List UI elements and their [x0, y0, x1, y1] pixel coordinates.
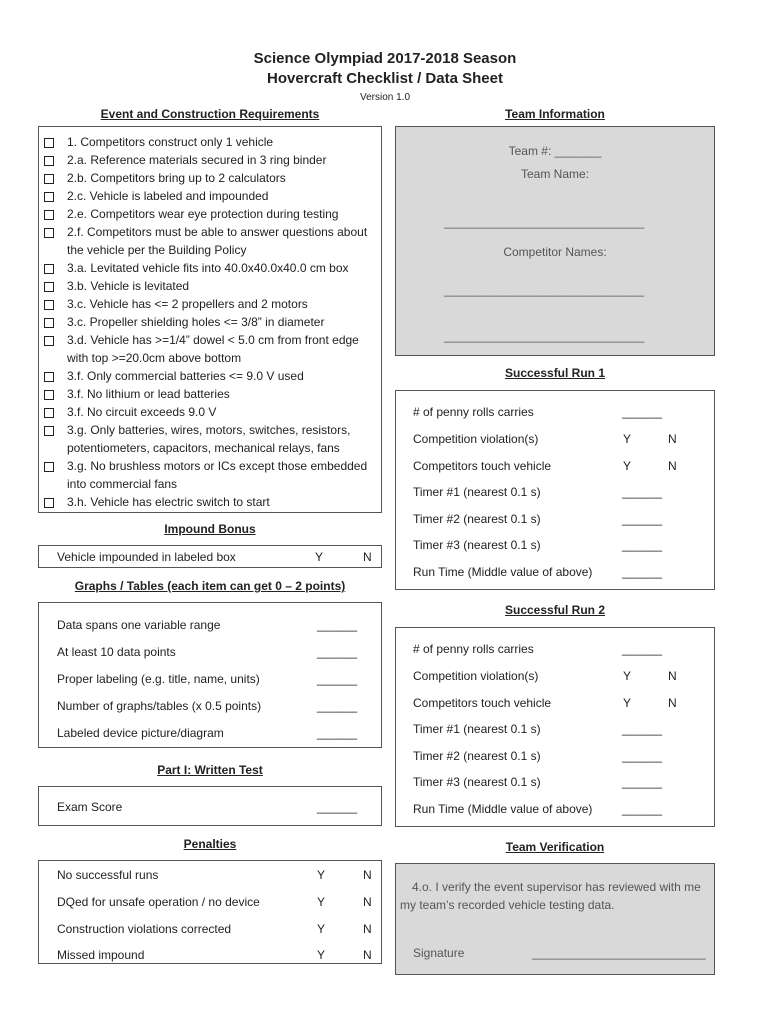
penalty-no-runs-yes[interactable]: Y: [317, 868, 326, 882]
run1-violation-yes[interactable]: Y: [623, 432, 632, 446]
run2-timer1-field[interactable]: ______: [622, 722, 663, 736]
checkbox-3c-propellers[interactable]: [44, 300, 54, 310]
team-name-line[interactable]: ______________________________: [444, 215, 645, 229]
run1-timer1-field[interactable]: ______: [622, 485, 663, 499]
run1-touch-label: Competitors touch vehicle: [413, 459, 552, 473]
run1-timer3-field[interactable]: ______: [622, 538, 663, 552]
requirement-2e: 2.e. Competitors wear eye protection during testing: [67, 207, 339, 221]
run2-timer1-label: Timer #1 (nearest 0.1 s): [413, 722, 541, 736]
checkbox-3b[interactable]: [44, 282, 54, 292]
requirement-3c-shielding: 3.c. Propeller shielding holes <= 3/8” in diameter: [67, 315, 325, 329]
run2-timer2-label: Timer #2 (nearest 0.1 s): [413, 749, 541, 763]
run1-violation-label: Competition violation(s): [413, 432, 539, 446]
checkbox-2e[interactable]: [44, 210, 54, 220]
graphs-item-labeling: Proper labeling (e.g. title, name, units): [57, 672, 260, 686]
checkbox-2b[interactable]: [44, 174, 54, 184]
requirements-heading: Event and Construction Requirements: [100, 107, 320, 121]
checkbox-3f-commercial[interactable]: [44, 372, 54, 382]
checkbox-1[interactable]: [44, 138, 54, 148]
run1-touch-yes[interactable]: Y: [623, 459, 632, 473]
penalty-impound-no[interactable]: N: [363, 948, 372, 962]
penalty-dq-no[interactable]: N: [363, 895, 372, 909]
version-label: Version 1.0: [359, 92, 411, 103]
requirement-3g-brushless: 3.g. No brushless motors or ICs except those embedded into commercial fans: [67, 459, 368, 491]
impound-no[interactable]: N: [363, 550, 372, 564]
checkbox-2c[interactable]: [44, 192, 54, 202]
penalty-construction-yes[interactable]: Y: [317, 922, 326, 936]
graphs-item-diagram: Labeled device picture/diagram: [57, 726, 224, 740]
run1-timer2-field[interactable]: ______: [622, 512, 663, 526]
penalty-impound-yes[interactable]: Y: [317, 948, 326, 962]
run2-touch-yes[interactable]: Y: [623, 696, 632, 710]
requirement-3h: 3.h. Vehicle has electric switch to start: [67, 495, 270, 509]
run1-penny-label: # of penny rolls carries: [413, 405, 534, 419]
requirement-3g-components: 3.g. Only batteries, wires, motors, switches, resistors, potentiometers, capacitors, mechanical relays, fans: [67, 423, 351, 455]
competitor-line-2[interactable]: ______________________________: [444, 329, 645, 343]
run1-runtime-field[interactable]: ______: [622, 565, 663, 579]
requirement-3f-commercial: 3.f. Only commercial batteries <= 9.0 V used: [67, 369, 304, 383]
graphs-item-range: Data spans one variable range: [57, 618, 221, 632]
exam-score-label: Exam Score: [57, 800, 123, 814]
checkbox-3c-shielding[interactable]: [44, 318, 54, 328]
signature-label: Signature: [413, 946, 465, 960]
run2-runtime-field[interactable]: ______: [622, 802, 663, 816]
run1-runtime-label: Run Time (Middle value of above): [413, 565, 593, 579]
checkbox-3d[interactable]: [44, 336, 54, 346]
checkbox-3a[interactable]: [44, 264, 54, 274]
run2-penny-label: # of penny rolls carries: [413, 642, 534, 656]
requirement-3a: 3.a. Levitated vehicle fits into 40.0x40.0x40.0 cm box: [67, 261, 349, 275]
competitor-line-1[interactable]: ______________________________: [444, 283, 645, 297]
run1-touch-no[interactable]: N: [668, 459, 677, 473]
run1-penny-field[interactable]: ______: [622, 405, 663, 419]
penalty-no-runs-no[interactable]: N: [363, 868, 372, 882]
graphs-item-points: At least 10 data points: [57, 645, 176, 659]
run2-touch-no[interactable]: N: [668, 696, 677, 710]
run1-timer2-label: Timer #2 (nearest 0.1 s): [413, 512, 541, 526]
run2-violation-yes[interactable]: Y: [623, 669, 632, 683]
team-name-label: Team Name:: [520, 167, 590, 181]
run2-box: [395, 627, 715, 827]
requirement-2f: 2.f. Competitors must be able to answer questions about the vehicle per the Building Policy: [67, 225, 368, 257]
run1-box: [395, 390, 715, 590]
checkbox-3g-brushless[interactable]: [44, 462, 54, 472]
graphs-points-score[interactable]: ______: [317, 645, 358, 659]
run2-timer3-field[interactable]: ______: [622, 775, 663, 789]
exam-score-field[interactable]: ______: [317, 800, 358, 814]
penalty-dq: DQed for unsafe operation / no device: [57, 895, 260, 909]
page-title: Science Olympiad 2017-2018 Season: [253, 50, 517, 67]
team-info-box: [395, 126, 715, 356]
graphs-labeling-score[interactable]: ______: [317, 672, 358, 686]
checkbox-3h[interactable]: [44, 498, 54, 508]
penalties-box: [38, 860, 382, 964]
verification-box: [395, 863, 715, 975]
impound-label: Vehicle impounded in labeled box: [57, 550, 236, 564]
impound-yes[interactable]: Y: [315, 550, 324, 564]
verification-statement: 4.o. I verify the event supervisor has reviewed with me my team’s recorded vehicle testing data.: [400, 880, 701, 912]
checkbox-3f-lithium[interactable]: [44, 390, 54, 400]
run2-timer2-field[interactable]: ______: [622, 749, 663, 763]
written-heading: Part I: Written Test: [157, 763, 263, 777]
checkbox-2f[interactable]: [44, 228, 54, 238]
team-number-field[interactable]: Team #: _______: [508, 144, 602, 158]
requirement-1: 1. Competitors construct only 1 vehicle: [67, 135, 274, 149]
requirement-2b: 2.b. Competitors bring up to 2 calculators: [67, 171, 286, 185]
requirement-3c-propellers: 3.c. Vehicle has <= 2 propellers and 2 motors: [67, 297, 308, 311]
impound-box: [38, 545, 382, 568]
requirements-box: [38, 126, 382, 513]
penalty-construction-no[interactable]: N: [363, 922, 372, 936]
page-subtitle: Hovercraft Checklist / Data Sheet: [267, 70, 503, 87]
requirement-3d: 3.d. Vehicle has >=1/4” dowel < 5.0 cm from front edge with top >=20.0cm above bottom: [67, 333, 359, 365]
graphs-range-score[interactable]: ______: [317, 618, 358, 632]
graphs-item-number: Number of graphs/tables (x 0.5 points): [57, 699, 262, 713]
run1-heading: Successful Run 1: [504, 366, 606, 380]
run1-violation-no[interactable]: N: [668, 432, 677, 446]
run2-timer3-label: Timer #3 (nearest 0.1 s): [413, 775, 541, 789]
written-box: [38, 786, 382, 826]
requirement-2c: 2.c. Vehicle is labeled and impounded: [67, 189, 269, 203]
verification-heading: Team Verification: [505, 840, 605, 854]
competitor-names-label: Competitor Names:: [503, 245, 607, 259]
penalties-heading: Penalties: [183, 837, 237, 851]
team-info-heading: Team Information: [505, 107, 605, 121]
run2-touch-label: Competitors touch vehicle: [413, 696, 552, 710]
run2-violation-no[interactable]: N: [668, 669, 677, 683]
checkbox-3g-components[interactable]: [44, 426, 54, 436]
requirement-3f-circuit: 3.f. No circuit exceeds 9.0 V: [67, 405, 217, 419]
graphs-heading: Graphs / Tables (each item can get 0 – 2 points): [74, 579, 346, 593]
requirement-3f-lithium: 3.f. No lithium or lead batteries: [67, 387, 230, 401]
penalty-impound: Missed impound: [57, 948, 145, 962]
run1-timer1-label: Timer #1 (nearest 0.1 s): [413, 485, 541, 499]
graphs-box: [38, 602, 382, 748]
run2-penny-field[interactable]: ______: [622, 642, 663, 656]
checkbox-3f-circuit[interactable]: [44, 408, 54, 418]
run2-heading: Successful Run 2: [504, 603, 606, 617]
requirement-2a: 2.a. Reference materials secured in 3 ring binder: [67, 153, 327, 167]
graphs-diagram-score[interactable]: ______: [317, 726, 358, 740]
graphs-number-score[interactable]: ______: [317, 699, 358, 713]
penalty-no-runs: No successful runs: [57, 868, 159, 882]
run2-runtime-label: Run Time (Middle value of above): [413, 802, 593, 816]
impound-heading: Impound Bonus: [164, 522, 256, 536]
run2-violation-label: Competition violation(s): [413, 669, 539, 683]
requirement-3b: 3.b. Vehicle is levitated: [67, 279, 190, 293]
signature-line[interactable]: __________________________: [532, 946, 706, 960]
penalty-construction: Construction violations corrected: [57, 922, 232, 936]
penalty-dq-yes[interactable]: Y: [317, 895, 326, 909]
run1-timer3-label: Timer #3 (nearest 0.1 s): [413, 538, 541, 552]
checkbox-2a[interactable]: [44, 156, 54, 166]
